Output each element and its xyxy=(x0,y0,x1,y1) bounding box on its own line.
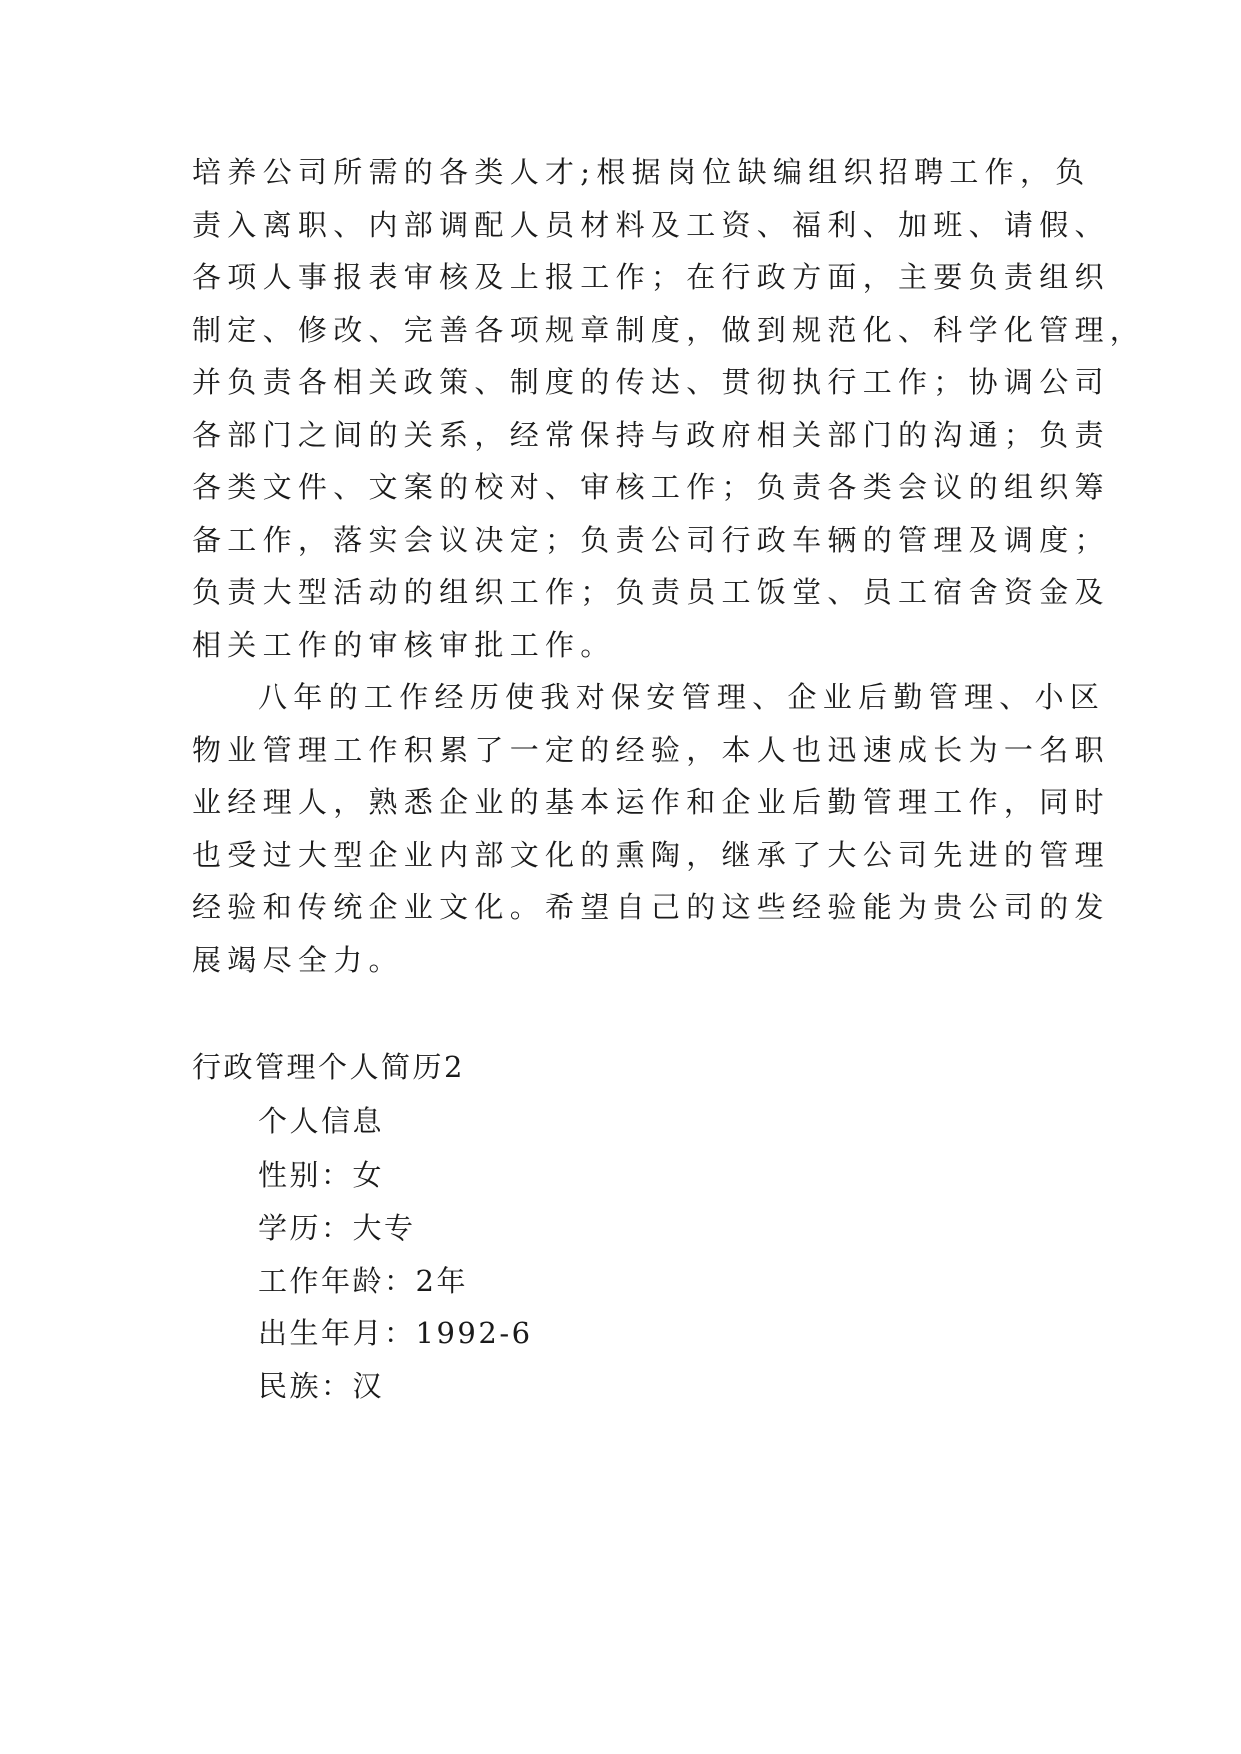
info-value-ethnicity: 汉 xyxy=(352,1369,385,1403)
personal-info-heading: 个人信息 xyxy=(258,1104,385,1138)
info-value-gender: 女 xyxy=(352,1158,385,1192)
info-value-birth-date: 1992-6 xyxy=(415,1316,533,1350)
info-label-ethnicity: 民族： xyxy=(258,1369,353,1403)
paragraph-1-line-8: 备工作，落实会议决定；负责公司行政车辆的管理及调度； xyxy=(192,523,1110,557)
info-row-gender xyxy=(258,1155,384,1195)
paragraph-1-line-7: 各类文件、文案的校对、审核工作；负责各类会议的组织筹 xyxy=(192,470,1110,504)
info-value-education: 大专 xyxy=(352,1211,416,1245)
info-label-education: 学历： xyxy=(258,1211,353,1245)
paragraph-2-line-4: 也受过大型企业内部文化的熏陶，继承了大公司先进的管理 xyxy=(192,838,1110,872)
info-label-work-years: 工作年龄： xyxy=(258,1264,416,1298)
paragraph-1-line-1: 培养公司所需的各类人才;根据岗位缺编组织招聘工作，负 xyxy=(192,155,1091,189)
paragraph-1-line-2: 责入离职、内部调配人员材料及工资、福利、加班、请假、 xyxy=(192,208,1110,242)
info-value-work-years: 2年 xyxy=(415,1264,468,1298)
section-title: 行政管理个人简历2 xyxy=(192,1050,465,1084)
paragraph-2-line-5: 经验和传统企业文化。希望自己的这些经验能为贵公司的发 xyxy=(192,890,1110,924)
paragraph-1-line-9: 负责大型活动的组织工作；负责员工饭堂、员工宿舍资金及 xyxy=(192,575,1110,609)
info-row-education xyxy=(258,1208,416,1248)
paragraph-2-line-3: 业经理人，熟悉企业的基本运作和企业后勤管理工作，同时 xyxy=(192,785,1110,819)
paragraph-2-line-1: 八年的工作经历使我对保安管理、企业后勤管理、小区 xyxy=(258,680,1106,714)
paragraph-2-line-6: 展竭尽全力。 xyxy=(192,943,404,977)
info-row-ethnicity xyxy=(258,1366,384,1406)
paragraph-1-line-10: 相关工作的审核审批工作。 xyxy=(192,628,616,662)
info-label-birth-date: 出生年月： xyxy=(258,1316,416,1350)
paragraph-2-line-2: 物业管理工作积累了一定的经验，本人也迅速成长为一名职 xyxy=(192,733,1110,767)
paragraph-1-line-6: 各部门之间的关系，经常保持与政府相关部门的沟通；负责 xyxy=(192,418,1110,452)
info-row-birth-date xyxy=(258,1313,533,1353)
paragraph-1-line-5: 并负责各相关政策、制度的传达、贯彻执行工作；协调公司 xyxy=(192,365,1110,399)
info-label-gender: 性别： xyxy=(258,1158,353,1192)
info-row-work-years xyxy=(258,1261,468,1301)
paragraph-1-line-4: 制定、修改、完善各项规章制度，做到规范化、科学化管理， xyxy=(192,313,1146,347)
paragraph-1-line-3: 各项人事报表审核及上报工作；在行政方面，主要负责组织 xyxy=(192,260,1110,294)
